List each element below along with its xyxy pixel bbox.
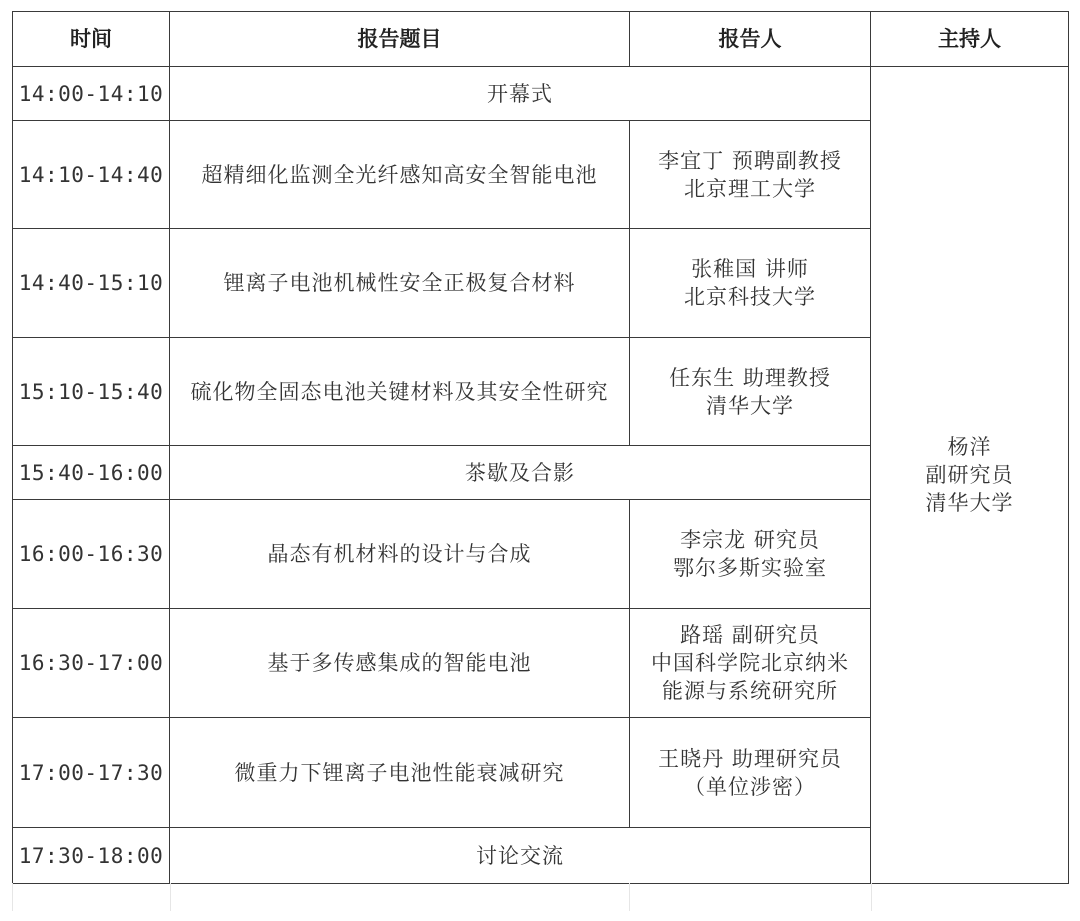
time-cell: 16:30-17:00 xyxy=(13,609,170,718)
topic-cell: 基于多传感集成的智能电池 xyxy=(170,609,630,718)
host-cell xyxy=(871,67,1069,884)
speaker-cell xyxy=(630,121,871,229)
strip-divider xyxy=(629,883,870,911)
topic-cell: 锂离子电池机械性安全正极复合材料 xyxy=(170,229,630,338)
header-speaker: 报告人 xyxy=(630,12,871,67)
time-cell: 15:10-15:40 xyxy=(13,338,170,446)
speaker-line: 王晓丹 助理研究员 xyxy=(658,746,842,771)
table-bottom-strip xyxy=(12,883,1068,911)
topic-cell: 开幕式 xyxy=(170,67,871,121)
topic-cell: 超精细化监测全光纤感知高安全智能电池 xyxy=(170,121,630,229)
speaker-cell xyxy=(630,718,871,828)
topic-cell: 晶态有机材料的设计与合成 xyxy=(170,500,630,609)
time-cell: 16:00-16:30 xyxy=(13,500,170,609)
strip-divider xyxy=(170,883,630,911)
speaker-line: 路瑶 副研究员 xyxy=(680,623,820,647)
speaker-line: 李宗龙 研究员 xyxy=(680,528,820,552)
speaker-line: 北京科技大学 xyxy=(684,285,816,309)
speaker-line: 张稚国 讲师 xyxy=(691,257,809,281)
schedule-table xyxy=(12,11,1069,884)
header-host: 主持人 xyxy=(871,12,1069,67)
speaker-line: 鄂尔多斯实验室 xyxy=(673,556,827,580)
strip-divider xyxy=(871,883,1068,911)
speaker-cell xyxy=(630,338,871,446)
table-row xyxy=(13,67,1069,121)
speaker-line: 能源与系统研究所 xyxy=(662,679,838,703)
host-title: 副研究员 xyxy=(925,463,1014,487)
topic-cell: 讨论交流 xyxy=(170,828,871,884)
header-topic: 报告题目 xyxy=(170,12,630,67)
host-name: 杨洋 xyxy=(947,435,992,459)
time-cell: 14:40-15:10 xyxy=(13,229,170,338)
speaker-line: 中国科学院北京纳米 xyxy=(651,651,849,675)
topic-cell: 硫化物全固态电池关键材料及其安全性研究 xyxy=(170,338,630,446)
speaker-line: 北京理工大学 xyxy=(684,176,816,201)
speaker-line: （单位涉密） xyxy=(684,774,816,799)
time-cell: 15:40-16:00 xyxy=(13,446,170,500)
header-time: 时间 xyxy=(13,12,170,67)
time-cell: 14:10-14:40 xyxy=(13,121,170,229)
topic-cell: 微重力下锂离子电池性能衰减研究 xyxy=(170,718,630,828)
header-row xyxy=(13,12,1069,67)
speaker-cell xyxy=(630,500,871,609)
speaker-cell xyxy=(630,229,871,338)
speaker-line: 清华大学 xyxy=(706,393,794,418)
speaker-line: 任东生 助理教授 xyxy=(669,365,831,390)
time-cell: 14:00-14:10 xyxy=(13,67,170,121)
speaker-cell xyxy=(630,609,871,718)
time-cell: 17:00-17:30 xyxy=(13,718,170,828)
speaker-line: 李宜丁 预聘副教授 xyxy=(658,148,842,173)
host-affiliation: 清华大学 xyxy=(925,491,1014,515)
time-cell: 17:30-18:00 xyxy=(13,828,170,884)
topic-cell: 茶歇及合影 xyxy=(170,446,871,500)
strip-divider xyxy=(12,883,170,911)
